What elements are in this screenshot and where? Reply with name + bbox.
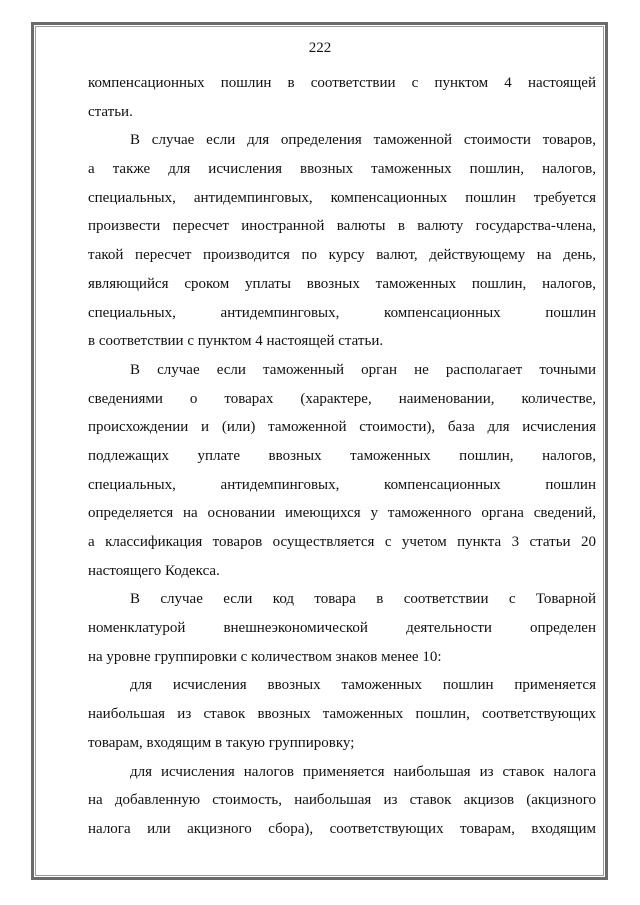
text-line: происхождении и (или) таможенной стоимости), база для исчисления: [88, 419, 596, 436]
text-line: налога или акцизного сбора), соответствующих товарам, входящим: [88, 820, 596, 837]
text-line: специальных, антидемпинговых, компенсационных пошлин требуется: [88, 189, 596, 206]
text-line: В случае если код товара в соответствии с Товарной: [130, 591, 596, 608]
text-line: компенсационных пошлин в соответствии с пунктом 4 настоящей: [88, 75, 596, 91]
document-body: [88, 69, 596, 844]
text-line: В случае если таможенный орган не располагает точными: [130, 361, 596, 378]
text-line: являющийся сроком уплаты ввозных таможенных пошлин, налогов,: [88, 275, 596, 292]
text-line: произвести пересчет иностранной валюты в валюту государства-члена,: [88, 218, 596, 235]
text-line: на уровне группировки с количеством знаков менее 10:: [88, 648, 442, 665]
text-line: В случае если для определения таможенной стоимости товаров,: [130, 132, 596, 149]
text-line: для исчисления ввозных таможенных пошлин применяется: [130, 677, 596, 694]
text-line: в соответствии с пунктом 4 настоящей статьи.: [88, 333, 384, 350]
text-line: для исчисления налогов применяется наибольшая из ставок налога: [130, 763, 596, 780]
text-line: номенклатурой внешнеэкономической деятельности определен: [88, 620, 596, 637]
text-line: статьи.: [88, 103, 133, 120]
text-line: настоящего Кодекса.: [88, 562, 220, 579]
text-line: сведениями о товарах (характере, наименовании, количестве,: [88, 390, 596, 407]
text-line: специальных, антидемпинговых, компенсационных пошлин: [88, 476, 596, 493]
text-line: а также для исчисления ввозных таможенных пошлин, налогов,: [88, 161, 596, 178]
text-line: наибольшая из ставок ввозных таможенных пошлин, соответствующих: [88, 706, 596, 723]
text-line: такой пересчет производится по курсу валют, действующему на день,: [88, 247, 596, 264]
text-line: на добавленную стоимость, наибольшая из ставок акцизов (акцизного: [88, 792, 596, 809]
text-line: специальных, антидемпинговых, компенсационных пошлин: [88, 304, 596, 321]
page-number: 222: [308, 40, 332, 56]
text-line: товарам, входящим в такую группировку;: [88, 734, 355, 751]
text-line: подлежащих уплате ввозных таможенных пошлин, налогов,: [88, 447, 596, 464]
text-line: определяется на основании имеющихся у таможенного органа сведений,: [88, 505, 596, 522]
text-line: а классификация товаров осуществляется с учетом пункта 3 статьи 20: [88, 534, 596, 550]
